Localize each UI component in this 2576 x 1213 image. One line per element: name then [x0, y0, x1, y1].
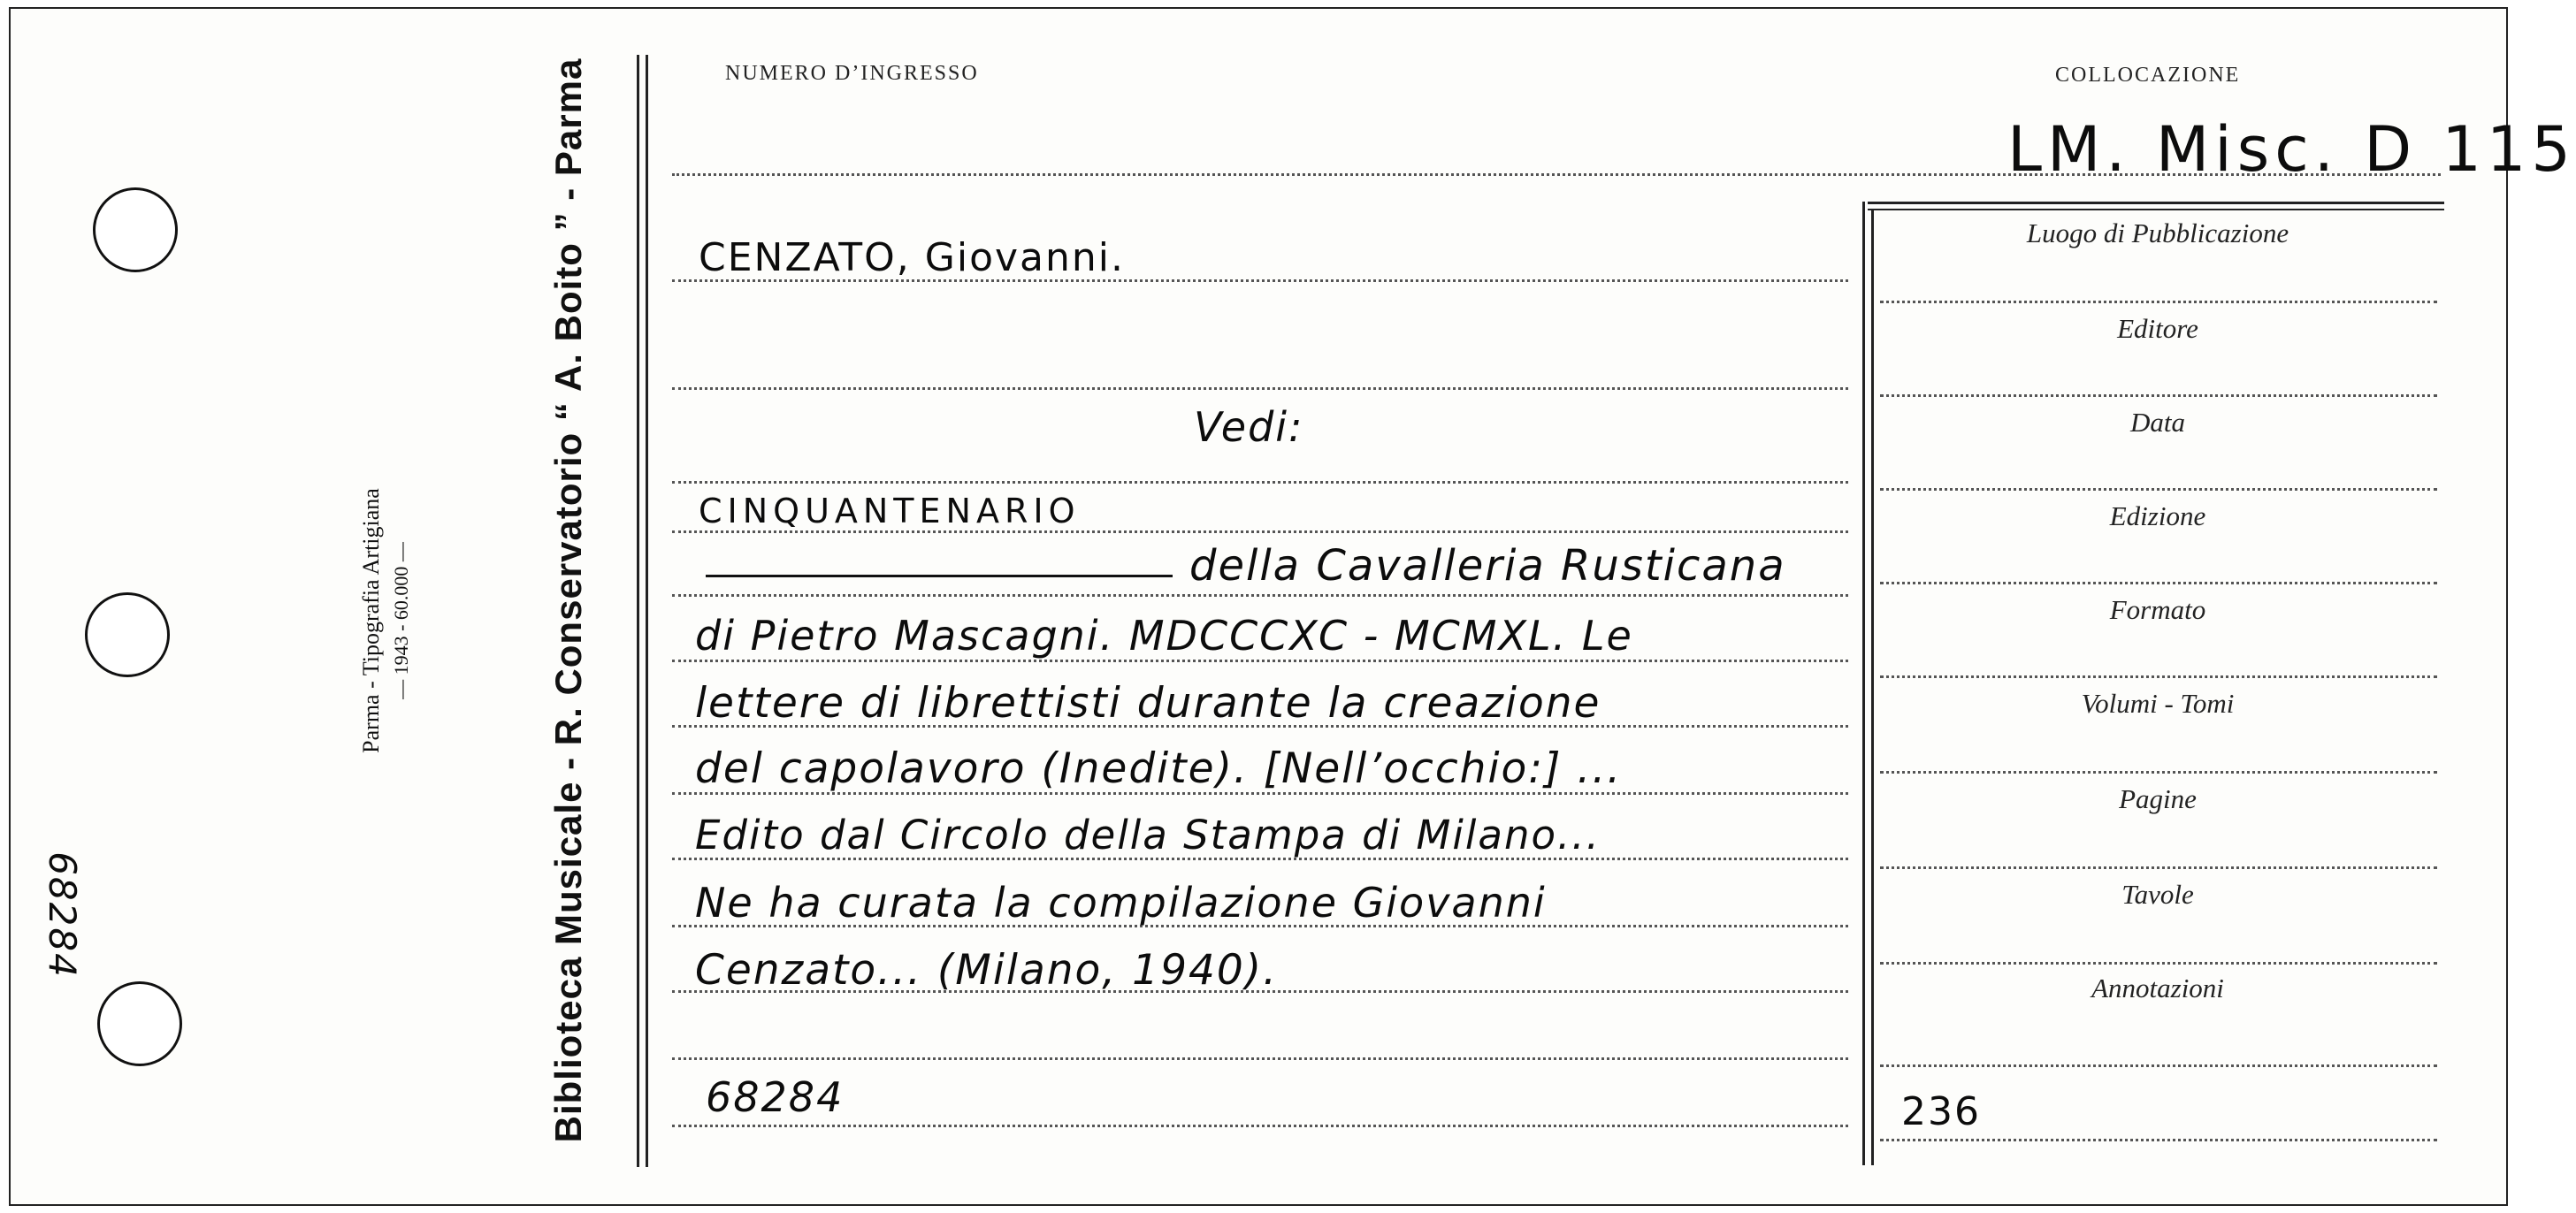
entry-line-5: Edito dal Circolo della Stampa di Milano...: [695, 812, 1601, 858]
entry-line-2: di Pietro Mascagni. MDCCCXC - MCMXL. Le: [695, 612, 1633, 660]
left-double-rule-a: [637, 55, 639, 1167]
entry-rule: [672, 660, 1848, 662]
vedi-label: Vedi:: [1194, 403, 1304, 451]
collocazione-label: COLLOCAZIONE: [2055, 64, 2241, 87]
field-edizione: Edizione: [2109, 500, 2206, 531]
punch-hole-bottom: [97, 981, 182, 1066]
entry-rule: [672, 173, 2441, 176]
entry-rule: [672, 387, 1848, 390]
entry-rule: [672, 1057, 1848, 1060]
printer-line-1: Parma - Tipografia Artigiana: [358, 488, 384, 753]
printer-imprint: [358, 417, 429, 824]
title-dash-rule: [706, 575, 1173, 577]
entry-rule: [672, 1125, 1848, 1127]
field-rule: [1880, 488, 2437, 491]
entry-line-6: Ne ha curata la compilazione Giovanni: [695, 879, 1547, 927]
field-annotazioni: Annotazioni: [2091, 973, 2224, 1003]
field-rule: [1880, 866, 2437, 869]
field-rule: [1880, 1064, 2437, 1067]
field-rule: [1880, 301, 2437, 303]
field-rule: [1880, 394, 2437, 397]
author-heading: CENZATO, Giovanni.: [699, 235, 1125, 280]
field-rule: [1880, 582, 2437, 584]
punch-hole-middle: [85, 592, 170, 677]
entry-line-4: del capolavoro (Inedite). [Nell’occhio:] ...: [695, 744, 1623, 793]
fields-box-top-rule-2: [1868, 209, 2444, 210]
library-name: Biblioteca Musicale - R. Conservatorio “ A. Boito ” - Parma: [547, 57, 589, 1143]
inventory-number: 68284: [706, 1073, 845, 1121]
field-tavole: Tavole: [2121, 879, 2194, 910]
side-number: 68284: [41, 851, 84, 979]
field-editore: Editore: [2117, 313, 2198, 344]
field-rule: [1880, 1139, 2437, 1141]
punch-hole-top: [93, 187, 178, 272]
entry-rule: [672, 530, 1848, 533]
collocazione-value: LM. Misc. D 115: [2007, 113, 2576, 186]
title-heading: CINQUANTENARIO: [699, 492, 1081, 530]
field-formato: Formato: [2109, 594, 2206, 625]
field-pagine: Pagine: [2119, 783, 2197, 814]
entry-line-3: lettere di librettisti durante la creazione: [695, 679, 1601, 728]
entry-line-1: della Cavalleria Rusticana: [1189, 541, 1786, 591]
field-volumi: Volumi - Tomi: [2081, 688, 2235, 719]
entry-rule: [672, 481, 1848, 484]
field-data: Data: [2130, 407, 2185, 438]
numero-ingresso-label: NUMERO D’INGRESSO: [725, 62, 979, 85]
left-double-rule-b: [646, 55, 648, 1167]
field-rule: [1880, 675, 2437, 678]
entry-line-7: Cenzato... (Milano, 1940).: [695, 946, 1279, 995]
pages-note: 236: [1901, 1089, 1981, 1134]
field-luogo: Luogo di Pubblicazione: [2026, 217, 2289, 248]
field-rule: [1880, 771, 2437, 774]
fields-box-top-rule: [1868, 202, 2444, 204]
printer-line-2: — 1943 - 60.000 —: [390, 542, 412, 699]
fields-box-left-rule-a: [1862, 202, 1865, 1165]
field-rule: [1880, 962, 2437, 965]
fields-box-left-rule-b: [1871, 209, 1874, 1165]
entry-rule: [672, 594, 1848, 597]
